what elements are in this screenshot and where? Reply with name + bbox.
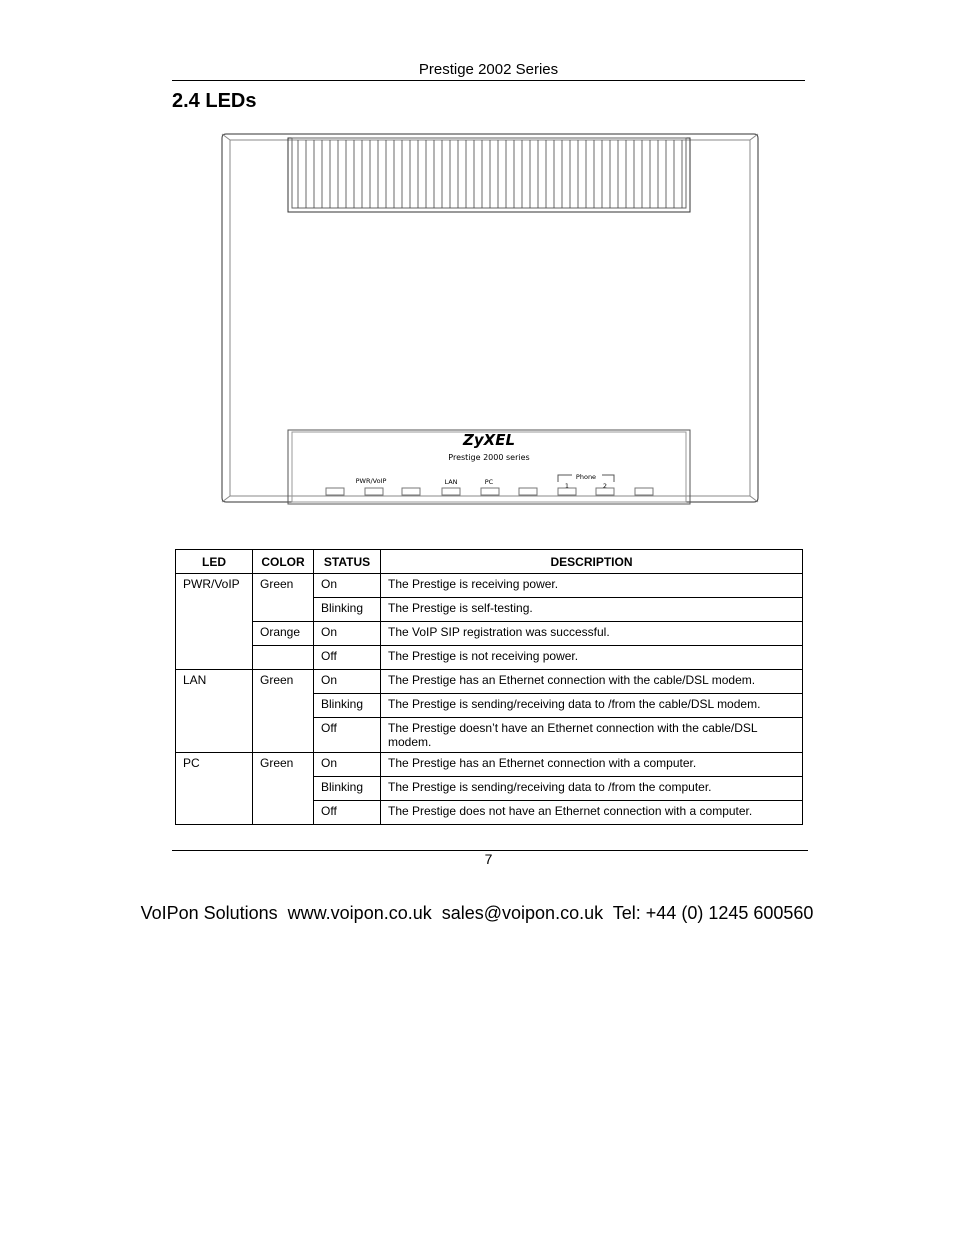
device-label-phone-2: 2	[602, 482, 608, 490]
led-cell	[176, 646, 253, 670]
status-cell: On	[314, 753, 381, 777]
device-label-pwr: PWR/VoIP	[355, 477, 387, 485]
color-cell: Green	[253, 574, 314, 598]
color-cell	[253, 694, 314, 718]
led-cell: PWR/VoIP	[176, 574, 253, 598]
description-cell: The Prestige is sending/receiving data to /from the cable/DSL modem.	[381, 694, 803, 718]
section-title: 2.4 LEDs	[172, 90, 257, 112]
running-header: Prestige 2002 Series	[418, 61, 559, 78]
table-row	[176, 646, 803, 670]
status-cell: On	[314, 574, 381, 598]
description-cell: The Prestige doesn’t have an Ethernet connection with the cable/DSL modem.	[381, 718, 803, 753]
led-cell: LAN	[176, 670, 253, 694]
status-cell: Off	[314, 801, 381, 825]
table-row	[176, 598, 803, 622]
device-front-illustration	[220, 132, 760, 506]
device-label-pc: PC	[484, 478, 494, 486]
status-cell: Blinking	[314, 598, 381, 622]
device-model-label: Prestige 2000 series	[448, 453, 530, 462]
table-row	[176, 622, 803, 646]
led-cell	[176, 598, 253, 622]
led-cell: PC	[176, 753, 253, 777]
description-cell: The Prestige is receiving power.	[381, 574, 803, 598]
description-cell: The Prestige is self-testing.	[381, 598, 803, 622]
color-cell	[253, 777, 314, 801]
device-brand-logo: ZyXEL	[462, 431, 516, 449]
status-cell: Blinking	[314, 777, 381, 801]
color-cell: Green	[253, 753, 314, 777]
description-cell: The Prestige is sending/receiving data to /from the computer.	[381, 777, 803, 801]
led-cell	[176, 777, 253, 801]
led-cell	[176, 801, 253, 825]
description-cell: The Prestige has an Ethernet connection with the cable/DSL modem.	[381, 670, 803, 694]
contact-footer: VoIPon Solutions www.voipon.co.uk sales@voipon.co.uk Tel: +44 (0) 1245 600560	[140, 903, 814, 923]
col-header-description: DESCRIPTION	[381, 550, 803, 574]
color-cell	[253, 718, 314, 753]
col-header-status: STATUS	[314, 550, 381, 574]
table-row	[176, 801, 803, 825]
status-cell: Blinking	[314, 694, 381, 718]
color-cell: Green	[253, 670, 314, 694]
device-label-phone: Phone	[575, 473, 597, 481]
table-row	[176, 777, 803, 801]
device-label-phone-1: 1	[564, 482, 570, 490]
color-cell	[253, 646, 314, 670]
device-label-lan: LAN	[444, 478, 458, 486]
table-row	[176, 574, 803, 598]
header-rule	[172, 80, 805, 81]
status-cell: Off	[314, 646, 381, 670]
status-cell: On	[314, 670, 381, 694]
table-row	[176, 753, 803, 777]
description-cell: The Prestige is not receiving power.	[381, 646, 803, 670]
table-header-row	[176, 550, 803, 574]
status-cell: Off	[314, 718, 381, 753]
color-cell: Orange	[253, 622, 314, 646]
page-number: 7	[484, 851, 493, 867]
led-cell	[176, 718, 253, 753]
status-cell: On	[314, 622, 381, 646]
led-cell	[176, 694, 253, 718]
description-cell: The VoIP SIP registration was successful.	[381, 622, 803, 646]
color-cell	[253, 801, 314, 825]
col-header-led: LED	[176, 550, 253, 574]
table-row	[176, 670, 803, 694]
color-cell	[253, 598, 314, 622]
description-cell: The Prestige has an Ethernet connection with a computer.	[381, 753, 803, 777]
led-cell	[176, 622, 253, 646]
led-table	[175, 549, 803, 825]
col-header-color: COLOR	[253, 550, 314, 574]
description-cell: The Prestige does not have an Ethernet connection with a computer.	[381, 801, 803, 825]
table-row	[176, 718, 803, 753]
table-row	[176, 694, 803, 718]
